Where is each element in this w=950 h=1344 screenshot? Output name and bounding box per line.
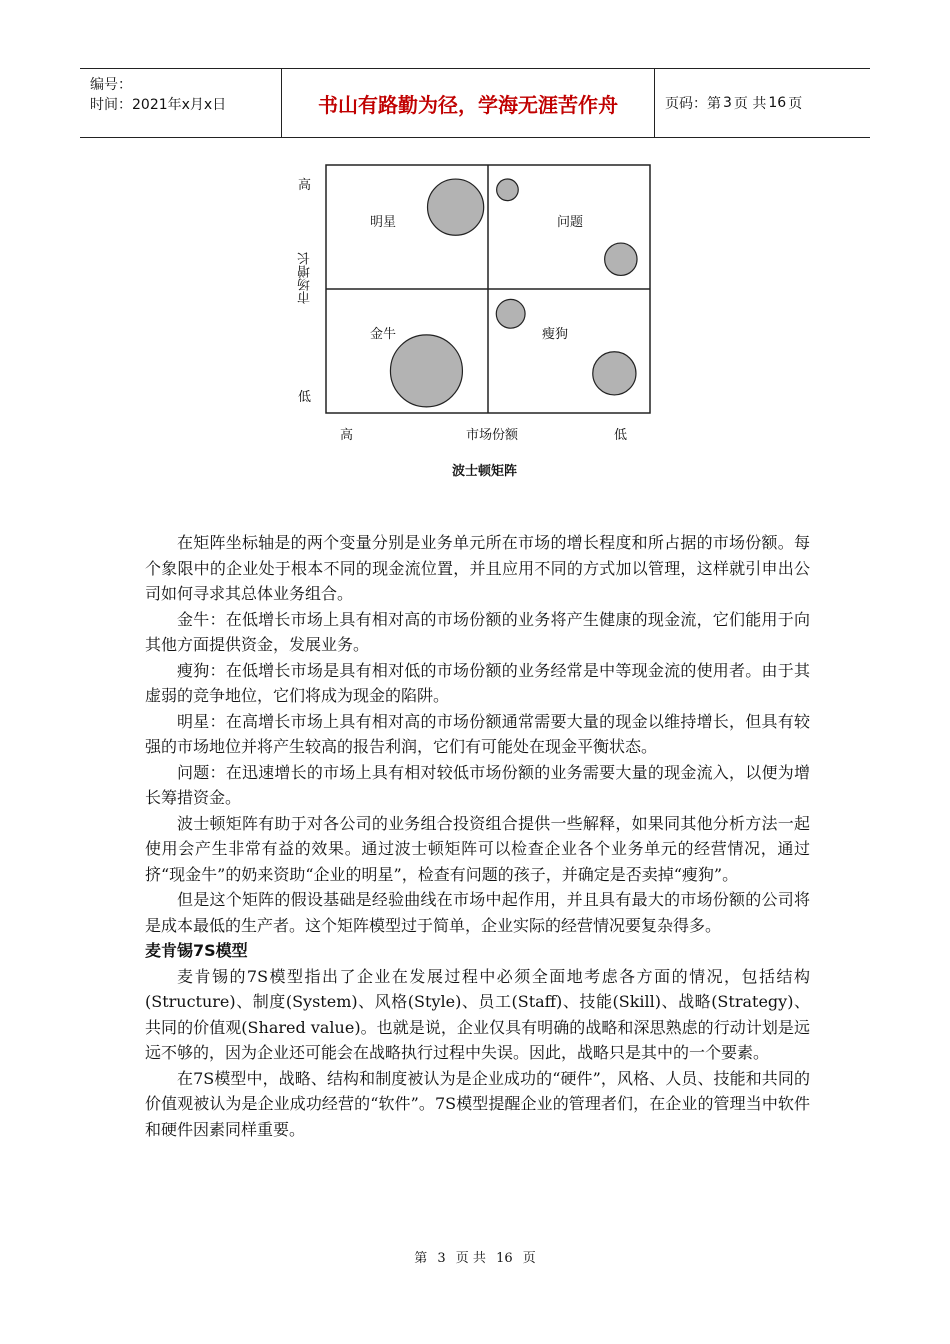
paragraph: 瘦狗：在低增长市场是具有相对低的市场份额的业务经常是中等现金流的使用者。由于其虚弱的竞争地位，它们将成为现金的陷阱。: [145, 660, 810, 705]
paragraph: 但是这个矩阵的假设基础是经验曲线在市场中起作用，并且具有最大的市场份额的公司将是成本最低的生产者。这个矩阵模型过于简单，企业实际的经营情况要复杂得多。: [145, 890, 810, 935]
paragraph: 麦肯锡的7S模型指出了企业在发展过程中必须全面地考虑各方面的情况，包括结构(Structure)、制度(System)、风格(Style)、员工(Staff)、技能(Skill)、战略(Strategy)、共同的价值观(Shared value)。也就是说，企业仅具有明确的战略和深思熟虑的行动计划是远远不够的，因为企业还可能会在战略执行过程中失误。因此，战略只是其中的一个要素。: [145, 966, 810, 1062]
document-body: [145, 530, 810, 1142]
quadrant-label-star: 明星: [370, 215, 397, 230]
bubble-4: [496, 299, 525, 328]
section-heading: 麦肯锡7S模型: [145, 941, 248, 960]
page-label: 页码：第: [665, 96, 721, 112]
footer-prefix: 第: [414, 1251, 428, 1266]
page-footer: [0, 1247, 950, 1266]
footer-mid: 页 共: [455, 1251, 486, 1266]
paragraph: 问题：在迅速增长的市场上具有相对较低市场份额的业务需要大量的现金流入，以便为增长筹措资金。: [145, 762, 810, 807]
header-page-number: [655, 69, 870, 137]
quadrant-label-question: 问题: [557, 215, 584, 230]
y-axis-title: 市场增长: [298, 252, 313, 304]
bubble-0: [428, 179, 484, 235]
footer-total: 16: [496, 1251, 513, 1266]
header-motto: 书山有路勤为径，学海无涯苦作舟: [281, 69, 655, 137]
bubble-group: [390, 179, 637, 407]
paragraph: 波士顿矩阵有助于对各公司的业务组合投资组合提供一些解释，如果同其他分析方法一起使用会产生非常有益的效果。通过波士顿矩阵可以检查企业各个业务单元的经营情况，通过挤“现金牛”的奶来资助“企业的明星”，检查有问题的孩子，并确定是否卖掉“瘦狗”。: [145, 813, 810, 884]
page-mid: 页 共: [733, 96, 767, 112]
paragraph: 明星：在高增长市场上具有相对高的市场份额通常需要大量的现金以维持增长，但具有较强的市场地位并将产生较高的报告利润，它们有可能处在现金平衡状态。: [145, 711, 810, 756]
quadrant-label-cashcow: 金牛: [370, 327, 397, 342]
bcg-matrix-chart: [290, 160, 670, 490]
doc-date: 时间：2021年x月x日: [90, 97, 227, 113]
x-axis-title: 市场份额: [466, 428, 519, 443]
page-total: 16: [768, 95, 787, 111]
bubble-2: [605, 243, 637, 275]
bubble-1: [497, 179, 519, 201]
header-meta: [80, 69, 281, 137]
footer-suffix: 页: [522, 1251, 536, 1266]
x-tick-low: 低: [614, 428, 628, 443]
footer-current: 3: [437, 1251, 446, 1266]
quadrant-label-dog: 瘦狗: [542, 327, 569, 342]
bubble-5: [593, 352, 636, 395]
paragraph: 在矩阵坐标轴是的两个变量分别是业务单元所在市场的增长程度和所占据的市场份额。每个象限中的企业处于根本不同的现金流位置，并且应用不同的方式加以管理，这样就引申出公司如何寻求其总体业务组合。: [145, 533, 810, 603]
y-tick-high: 高: [298, 178, 312, 193]
y-tick-low: 低: [298, 390, 312, 405]
doc-number-label: 编号：: [90, 77, 132, 93]
bubble-3: [390, 335, 462, 407]
paragraph: 金牛：在低增长市场上具有相对高的市场份额的业务将产生健康的现金流，它们能用于向其他方面提供资金，发展业务。: [145, 609, 810, 654]
chart-title: 波士顿矩阵: [452, 464, 518, 479]
page-current: 3: [723, 95, 732, 111]
page-header: [80, 68, 870, 138]
paragraph: 在7S模型中，战略、结构和制度被认为是企业成功的“硬件”，风格、人员、技能和共同的价值观被认为是企业成功经营的“软件”。7S模型提醒企业的管理者们，在企业的管理当中软件和硬件因素同样重要。: [145, 1068, 810, 1139]
x-tick-high: 高: [340, 428, 354, 443]
page-suffix: 页: [788, 96, 803, 112]
